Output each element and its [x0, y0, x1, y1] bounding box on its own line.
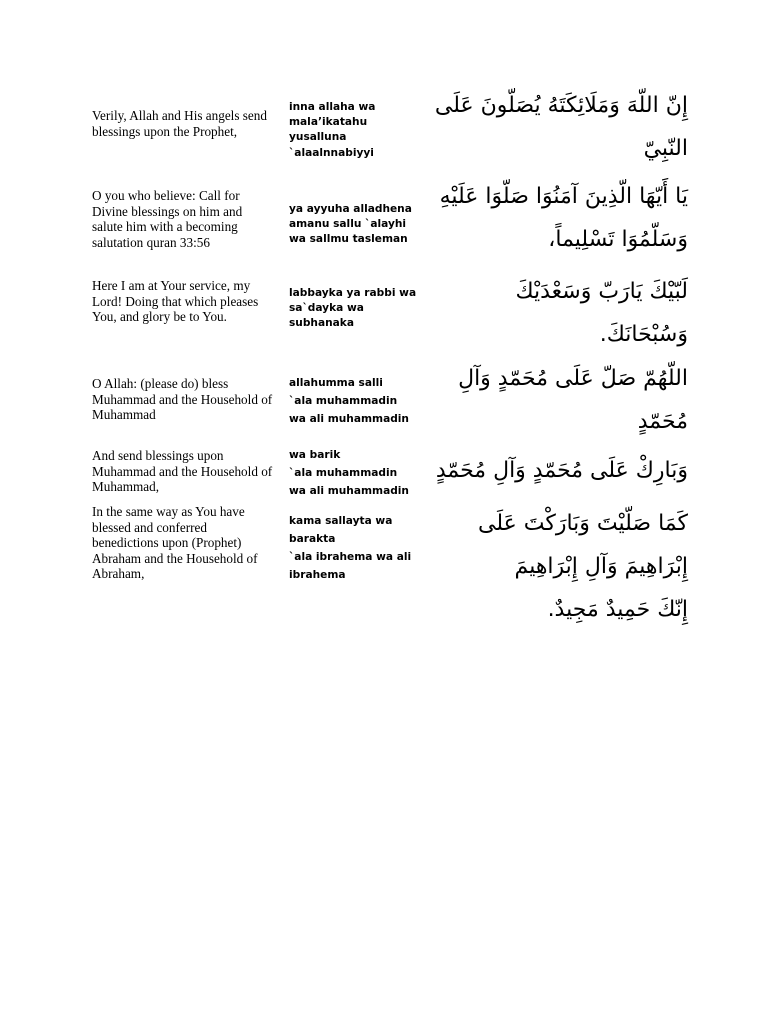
transliteration: labbayka ya rabbi wa sa`dayka wa subhanaka [289, 287, 417, 330]
transliteration: wa barik `ala muhammadin wa ali muhammadin [289, 449, 409, 497]
arabic-line: إِنّ اللّهَ وَمَلَائِكَتَهُ يُصَلّونَ عَلَى [434, 93, 688, 118]
arabic-text [426, 502, 688, 631]
english-translation: O Allah: (please do) bless Muhammad and the Household of Muhammad [92, 376, 273, 422]
english-translation: In the same way as You have blessed and conferred benedictions upon (Prophet) Abraham and the Household of Abraham, [92, 504, 258, 581]
english-translation: Verily, Allah and His angels send blessings upon the Prophet, [92, 108, 267, 139]
arabic-line: وَسُبْحَانَكَ. [599, 322, 688, 347]
arabic-text [426, 449, 688, 492]
transliteration: allahumma salli `ala muhammadin wa ali muhammadin [289, 377, 409, 425]
arabic-text [426, 175, 688, 261]
arabic-line: لَبّيْكَ يَارَبّ وَسَعْدَيْكَ [515, 279, 688, 304]
arabic-line: النّبِيّ [643, 136, 688, 161]
arabic-text [426, 84, 688, 170]
transliteration: ya ayyuha alladhena amanu sallu `alayhi wa sallmu tasleman [289, 203, 412, 246]
arabic-line: كَمَا صَلّيْتَ وَبَارَكْتَ عَلَى [478, 511, 688, 536]
english-translation: Here I am at Your service, my Lord! Doing that which pleases You, and glory be to You. [92, 278, 259, 324]
arabic-text [426, 270, 688, 356]
arabic-text [426, 357, 688, 443]
arabic-line: إِنّكَ حَمِيدٌ مَجِيدٌ. [547, 597, 688, 622]
english-translation: O you who believe: Call for Divine blessings on him and salute him with a becoming salutation quran 33:56 [92, 188, 243, 250]
transliteration: kama sallayta wa barakta `ala ibrahema wa ali ibrahema [289, 515, 412, 581]
arabic-line: إِبْرَاهِيمَ وَآلِ إِبْرَاهِيمَ [514, 554, 688, 579]
arabic-line: وَسَلّمُوَا تَسْلِيماً، [548, 227, 688, 252]
english-translation: And send blessings upon Muhammad and the Household of Muhammad, [92, 448, 273, 494]
arabic-line: اللّهُمّ صَلّ عَلَى مُحَمّدٍ وَآلِ [458, 366, 688, 391]
transliteration: inna allaha wa mala’ikatahu yusalluna `alaalnnabiyyi [289, 101, 376, 159]
arabic-line: وَبَارِكْ عَلَى مُحَمّدٍ وَآلِ مُحَمّدٍ [435, 458, 688, 483]
arabic-line: مُحَمّدٍ [637, 409, 688, 434]
arabic-line: يَا أَيّهَا الّذِينَ آمَنُوَا صَلّوَا عَلَيْهِ [439, 184, 688, 209]
